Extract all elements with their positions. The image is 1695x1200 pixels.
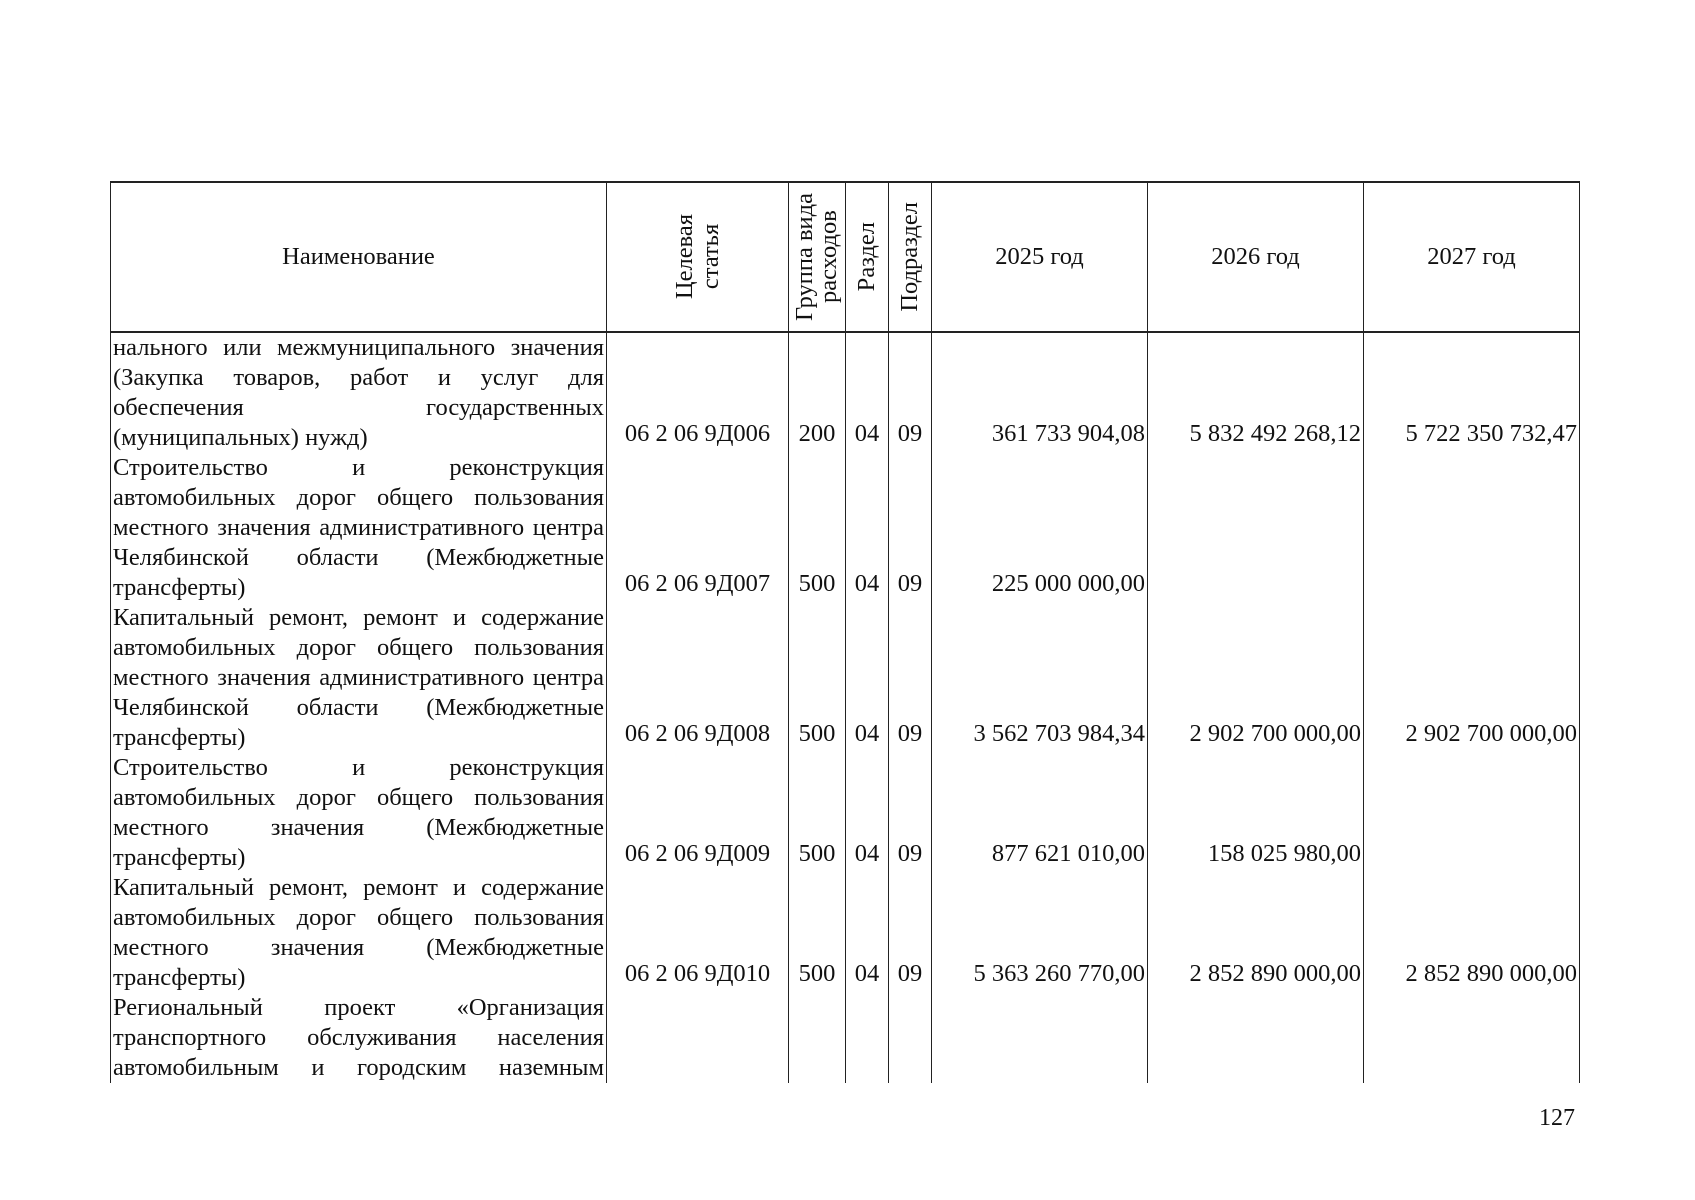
- row-target-item: [607, 993, 789, 1083]
- row-expense-group: [789, 993, 846, 1083]
- row-amount-2026: [1148, 993, 1364, 1083]
- row-subsection: 09: [889, 873, 932, 993]
- table-row: [111, 753, 1580, 873]
- row-amount-2027: [1364, 993, 1580, 1083]
- row-amount-2025: 5 363 260 770,00: [932, 873, 1148, 993]
- row-amount-2027: [1364, 753, 1580, 873]
- table-row: [111, 993, 1580, 1083]
- row-section: [846, 993, 889, 1083]
- table-row: [111, 603, 1580, 753]
- header-subsection: [889, 182, 932, 332]
- header-section-label: Раздел: [853, 222, 880, 292]
- row-section: 04: [846, 332, 889, 453]
- row-amount-2025: 877 621 010,00: [932, 753, 1148, 873]
- header-expense-group: [789, 182, 846, 332]
- row-target-item: 06 2 06 9Д006: [607, 332, 789, 453]
- row-name: нального или межмуниципального значения (Закупка товаров, работ и услуг для обеспечения государственных (муниципальных) нужд): [111, 332, 607, 453]
- row-amount-2026: 2 902 700 000,00: [1148, 603, 1364, 753]
- row-target-item: 06 2 06 9Д007: [607, 453, 789, 603]
- row-amount-2025: [932, 993, 1148, 1083]
- table-header-row: [111, 182, 1580, 332]
- table-row: [111, 873, 1580, 993]
- row-name: Капитальный ремонт, ремонт и содержание автомобильных дорог общего пользования местного значения (Межбюджетные трансферты): [111, 873, 607, 993]
- row-amount-2027: [1364, 453, 1580, 603]
- row-section: 04: [846, 603, 889, 753]
- row-subsection: 09: [889, 332, 932, 453]
- table-row: [111, 453, 1580, 603]
- row-subsection: 09: [889, 753, 932, 873]
- header-2025: 2025 год: [932, 182, 1148, 332]
- row-amount-2025: 225 000 000,00: [932, 453, 1148, 603]
- row-target-item: 06 2 06 9Д009: [607, 753, 789, 873]
- table-row: [111, 332, 1580, 453]
- header-target-item: [607, 182, 789, 332]
- row-section: 04: [846, 753, 889, 873]
- row-amount-2026: [1148, 453, 1364, 603]
- row-amount-2026: 2 852 890 000,00: [1148, 873, 1364, 993]
- row-amount-2026: 5 832 492 268,12: [1148, 332, 1364, 453]
- page-number: 127: [1539, 1105, 1575, 1131]
- row-subsection: 09: [889, 453, 932, 603]
- row-section: 04: [846, 873, 889, 993]
- row-expense-group: 500: [789, 453, 846, 603]
- budget-table: [110, 181, 1580, 1083]
- row-name: Строительство и реконструкция автомобильных дорог общего пользования местного значения (Межбюджетные трансферты): [111, 753, 607, 873]
- header-target-item-line-1: Целевая: [670, 214, 698, 300]
- row-target-item: 06 2 06 9Д010: [607, 873, 789, 993]
- row-expense-group: 500: [789, 753, 846, 873]
- row-target-item: 06 2 06 9Д008: [607, 603, 789, 753]
- header-subsection-label: Подраздел: [896, 202, 923, 312]
- row-amount-2025: 361 733 904,08: [932, 332, 1148, 453]
- header-section: [846, 182, 889, 332]
- row-amount-2025: 3 562 703 984,34: [932, 603, 1148, 753]
- row-expense-group: 200: [789, 332, 846, 453]
- row-amount-2026: 158 025 980,00: [1148, 753, 1364, 873]
- row-name: Региональный проект «Организация транспортного обслуживания населения автомобильным и городским наземным: [111, 993, 607, 1083]
- header-expense-group-line-2: расходов: [815, 210, 842, 304]
- row-name: Строительство и реконструкция автомобильных дорог общего пользования местного значения административного центра Челябинской области (Межбюджетные трансферты): [111, 453, 607, 603]
- row-subsection: [889, 993, 932, 1083]
- row-amount-2027: 2 852 890 000,00: [1364, 873, 1580, 993]
- row-expense-group: 500: [789, 603, 846, 753]
- row-name: Капитальный ремонт, ремонт и содержание автомобильных дорог общего пользования местного значения административного центра Челябинской области (Межбюджетные трансферты): [111, 603, 607, 753]
- header-2027: 2027 год: [1364, 182, 1580, 332]
- row-amount-2027: 5 722 350 732,47: [1364, 332, 1580, 453]
- header-2026: 2026 год: [1148, 182, 1364, 332]
- row-expense-group: 500: [789, 873, 846, 993]
- row-subsection: 09: [889, 603, 932, 753]
- row-amount-2027: 2 902 700 000,00: [1364, 603, 1580, 753]
- header-expense-group-line-1: Группа вида: [791, 192, 818, 322]
- header-name: Наименование: [111, 182, 607, 332]
- header-target-item-line-2: статья: [696, 224, 724, 290]
- row-section: 04: [846, 453, 889, 603]
